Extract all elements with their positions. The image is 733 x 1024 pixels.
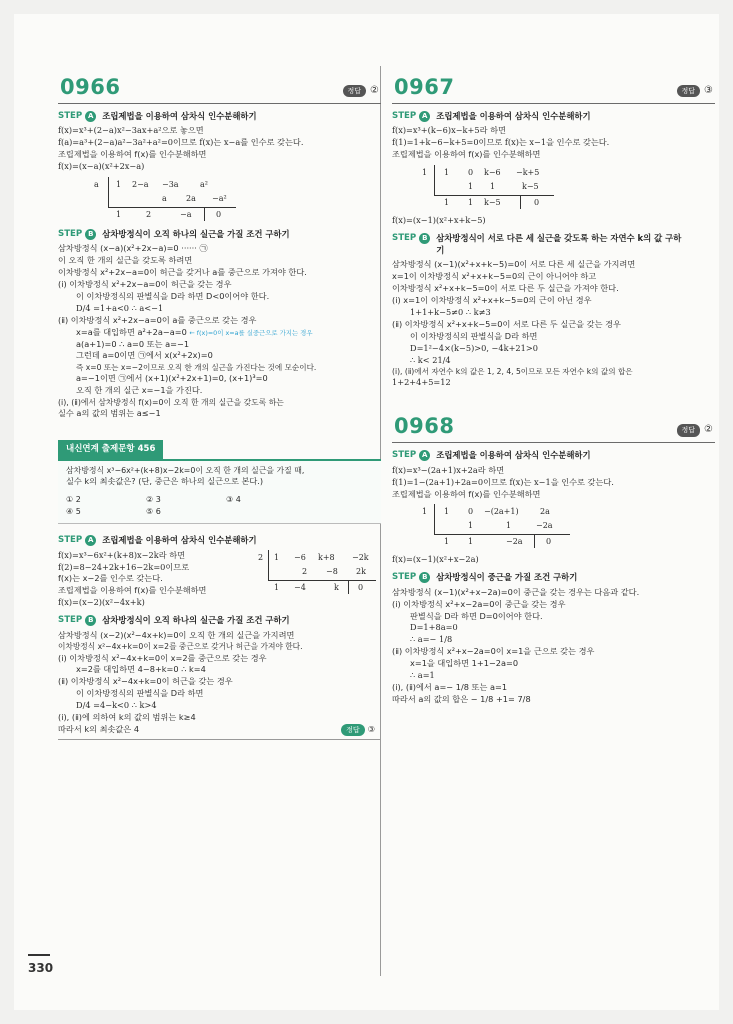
solution-line: 그런데 a=0이면 ㉠에서 x(x²+2x)=0 xyxy=(76,350,213,361)
answer-label: 정답 xyxy=(677,85,701,97)
synth-cell: 1 xyxy=(116,180,122,190)
step-a-badge-icon: A xyxy=(419,450,430,461)
synthetic-division xyxy=(94,177,254,223)
synth-cell: 0 xyxy=(468,168,474,178)
choice-2[interactable]: ② 3 xyxy=(146,495,161,504)
linked-problem-box xyxy=(58,459,381,525)
step-a-heading xyxy=(392,449,715,461)
solution-line: (ⅰ) x=1이 이차방정식 x²+x+k−5=0의 근이 아닌 경우 xyxy=(392,295,592,306)
step-title: 조립제법을 이용하여 삼차식 인수분해하기 xyxy=(436,111,591,121)
step-label: STEP xyxy=(58,615,83,626)
step-a-heading xyxy=(58,110,381,122)
synth-cell: 1 xyxy=(468,198,474,208)
answer-choices xyxy=(66,494,373,517)
answer-value: ③ xyxy=(367,724,375,735)
synth-cell: 2k xyxy=(356,566,366,576)
margin-note: ← f(x)=0이 x=a를 실중근으로 가지는 경우 xyxy=(189,328,313,337)
step-label: STEP xyxy=(58,229,83,240)
step-label: STEP xyxy=(58,535,83,546)
answer-label: 정답 xyxy=(677,424,701,436)
synth-cell: −a² xyxy=(212,194,227,204)
step-b-badge-icon: B xyxy=(419,572,430,583)
step-b-badge-icon: B xyxy=(85,229,96,240)
solution-text: x=a를 대입하면 a²+2a−a=0 xyxy=(76,326,187,337)
solution-text: 따라서 k의 최솟값은 4 xyxy=(58,723,140,734)
synth-divisor: 2 xyxy=(258,552,264,562)
step-title: 삼차방정식이 중근을 가질 조건 구하기 xyxy=(436,572,578,583)
step-a-badge-icon: A xyxy=(85,535,96,546)
solution-line: 조립제법을 이용하여 f(x)를 인수분해하면 xyxy=(392,149,541,160)
solution-line: (ⅰ) 이차방정식 x²+x−2a=0이 중근을 갖는 경우 xyxy=(392,598,566,609)
choice-1[interactable]: ① 2 xyxy=(66,495,81,504)
synth-remainder: 0 xyxy=(216,210,222,220)
synth-cell: 1 xyxy=(274,552,280,562)
solution-line: f(x)=x³−6x²+(k+8)x−2k라 하면 xyxy=(58,549,186,560)
synth-cell: 1 xyxy=(468,182,474,192)
solution-line: f(x)=x³−(2a+1)x+2a라 하면 xyxy=(392,464,505,475)
synth-cell: −6 xyxy=(294,552,306,562)
problem-number: 0967 xyxy=(394,75,455,99)
solution-line: 1+2+4+5=12 xyxy=(392,377,451,388)
solution-line: 이차방정식 x²+x+k−5=0이 서로 다른 두 실근을 가져야 한다. xyxy=(392,283,619,294)
solution-line: f(2)=8−24+2k+16−2k=0이므로 xyxy=(58,561,190,572)
synth-cell: 1 xyxy=(116,210,122,220)
solution-line: 즉 x=0 또는 x=−2이므로 오직 한 개의 실근을 가진다는 것에 모순이다. xyxy=(76,363,317,373)
step-label: STEP xyxy=(392,572,417,583)
synth-cell: 2 xyxy=(146,210,152,220)
synth-cell: −2a xyxy=(536,521,553,531)
step-a-badge-icon: A xyxy=(85,111,96,122)
solution-line: x=2를 대입하면 4−8+k=0 ∴ k=4 xyxy=(76,664,206,675)
synth-divisor: 1 xyxy=(422,507,428,517)
synth-cell: −2a xyxy=(506,537,523,547)
synth-cell: 1 xyxy=(490,182,496,192)
synth-cell: 1 xyxy=(506,521,512,531)
synth-cell: −3a xyxy=(162,180,179,190)
step-label: STEP xyxy=(58,111,83,121)
solution-line: 따라서 a의 값의 합은 − 1/8 +1= 7/8 xyxy=(392,693,531,704)
solution-line: 삼차방정식 (x−a)(x²+2x−a)=0 ······ ㉠ xyxy=(58,243,208,254)
synth-remainder: 0 xyxy=(358,582,364,592)
answer-label: 정답 xyxy=(341,724,365,736)
solution-line: D=1²−4×(k−5)>0, −4k+21>0 xyxy=(410,342,538,353)
solution-line: (ⅱ) 이차방정식 x²+x−2a=0이 x=1을 근으로 갖는 경우 xyxy=(392,646,595,657)
step-b-badge-icon: B xyxy=(419,233,430,244)
synth-cell: a² xyxy=(200,180,208,190)
synthetic-division xyxy=(422,504,572,550)
linked-tag-text: 내신연계 출제문항 xyxy=(66,444,135,455)
solution-line: f(a)=a³+(2−a)a²−3a²+a²=0이므로 f(x)는 x−a를 인수로 갖는다. xyxy=(58,137,304,148)
solution-line: f(x)=x³+(2−a)x²−3ax+a²으로 놓으면 xyxy=(58,125,204,136)
answer-box xyxy=(677,84,714,99)
solution-line: a(a+1)=0 ∴ a=0 또는 a=−1 xyxy=(76,338,190,349)
solution-line: 실수 a의 값의 범위는 a≤−1 xyxy=(58,408,161,419)
solution-line: x=1이 이차방정식 x²+x+k−5=0의 근이 아니어야 하고 xyxy=(392,271,597,282)
choice-5[interactable]: ⑤ 6 xyxy=(146,506,161,516)
step-title: 삼차방정식이 오직 하나의 실근을 가질 조건 구하기 xyxy=(102,615,290,626)
step-title: 조립제법을 이용하여 삼차식 인수분해하기 xyxy=(102,535,257,546)
solution-line: (ⅱ) 이차방정식 x²+x+k−5=0이 서로 다른 두 실근을 갖는 경우 xyxy=(392,318,621,329)
step-a-heading xyxy=(392,110,715,122)
solution-line xyxy=(58,724,381,736)
synth-cell: −8 xyxy=(326,566,338,576)
solution-line: f(x)=(x−2)(x²−4x+k) xyxy=(58,597,145,608)
problem-0966-header xyxy=(58,70,381,104)
solution-line: (ⅰ) 이차방정식 x²−4x+k=0이 x=2를 중근으로 갖는 경우 xyxy=(58,652,267,663)
synth-cell: a xyxy=(162,194,167,204)
step-label: STEP xyxy=(392,450,417,461)
step-label: STEP xyxy=(392,111,417,121)
answer-value: ③ xyxy=(704,85,713,96)
page-number-bar xyxy=(28,954,50,956)
step-a-heading xyxy=(58,534,381,546)
synth-cell: 0 xyxy=(468,507,474,517)
solution-line: (ⅱ) 이차방정식 x²−4x+k=0이 허근을 갖는 경우 xyxy=(58,676,233,687)
solution-line: 이차방정식 x²−4x+k=0이 x=2를 중근으로 갖거나 허근을 가져야 한다. xyxy=(58,642,303,652)
solution-line: 조립제법을 이용하여 f(x)를 인수분해하면 xyxy=(58,149,207,160)
synth-cell: k+8 xyxy=(318,552,335,562)
solution-line: f(1)=1+k−6−k+5=0이므로 f(x)는 x−1을 인수로 갖는다. xyxy=(392,137,610,148)
solution-line: f(x)=(x−1)(x²+x+k−5) xyxy=(392,215,486,226)
answer-box xyxy=(343,84,380,99)
solution-line: D/4 =1+a<0 ∴ a<−1 xyxy=(76,302,164,313)
synth-divisor: 1 xyxy=(422,168,428,178)
synth-cell: 2 xyxy=(302,566,308,576)
step-label: STEP xyxy=(392,233,417,244)
solution-line: D/4 =4−k<0 ∴ k>4 xyxy=(76,700,157,711)
synth-cell: 2a xyxy=(540,507,550,517)
solution-line: 삼차방정식 (x−1)(x²+x−2a)=0이 중근을 갖는 경우는 다음과 같다. xyxy=(392,586,640,597)
answer-value: ② xyxy=(370,85,379,96)
solution-line: 오직 한 개의 실근 x=−1을 가진다. xyxy=(76,385,203,396)
synth-cell: 1 xyxy=(444,537,450,547)
synth-cell: −2k xyxy=(352,552,369,562)
solution-line: (ⅰ), (ⅱ)에서 삼차방정식 f(x)=0이 오직 한 개의 실근을 갖도록 하는 xyxy=(58,398,284,408)
solution-line: 이차방정식 x²+2x−a=0이 허근을 갖거나 a를 중근으로 가져야 한다. xyxy=(58,267,307,278)
solution-line: 판별식을 D라 하면 D=0이어야 한다. xyxy=(410,610,543,621)
synth-cell: 1 xyxy=(444,198,450,208)
step-a-badge-icon: A xyxy=(419,111,430,122)
linked-problem-number: 456 xyxy=(137,444,156,455)
right-column xyxy=(392,70,715,706)
synth-divisor: a xyxy=(94,180,99,190)
solution-line: f(x)=(x−1)(x²+x−2a) xyxy=(392,554,479,565)
step-title: 삼차방정식이 서로 다른 세 실근을 갖도록 하는 자연수 k의 값 구하기 xyxy=(436,233,682,256)
problem-0967-header xyxy=(392,70,715,104)
solution-line: f(1)=1−(2a+1)+2a=0이므로 f(x)는 x−1을 인수로 갖는다. xyxy=(392,476,614,487)
linked-problem-header xyxy=(58,440,381,458)
solution-line: f(x)는 x−2를 인수로 갖는다. xyxy=(58,573,163,584)
synth-cell: k xyxy=(334,582,339,592)
solution-line: ∴ a=− 1/8 xyxy=(410,634,453,645)
solution-line: a=−1이면 ㉠에서 (x+1)(x²+2x+1)=0, (x+1)³=0 xyxy=(76,373,268,384)
synth-remainder: 0 xyxy=(534,198,540,208)
solution-line: (ⅰ), (ⅱ)에 의하여 k의 값의 범위는 k≥4 xyxy=(58,712,196,723)
solution-line: (ⅰ) 이차방정식 x²+2x−a=0이 허근을 갖는 경우 xyxy=(58,279,232,290)
question-line: 실수 k의 최솟값은? (단, 중근은 하나의 실근으로 본다.) xyxy=(66,476,264,487)
solution-line: 삼차방정식 (x−2)(x²−4x+k)=0이 오직 한 개의 실근을 가지려면 xyxy=(58,629,295,640)
solution-line xyxy=(58,327,381,339)
solution-line: 삼차방정식 (x−1)(x²+x+k−5)=0이 서로 다른 세 실근을 가지려면 xyxy=(392,259,636,270)
question-line: 삼차방정식 x³−6x²+(k+8)x−2k=0이 오직 한 개의 실근을 가질 때, xyxy=(66,465,305,475)
page-number: 330 xyxy=(28,961,54,975)
solution-line: 이 이차방정식의 판별식을 D라 하면 xyxy=(76,688,204,699)
linked-answer-box xyxy=(341,724,375,736)
answer-value: ② xyxy=(704,424,713,436)
problem-0968-header xyxy=(392,409,715,443)
step-title: 삼차방정식이 오직 하나의 실근을 가질 조건 구하기 xyxy=(102,229,290,240)
synthetic-division xyxy=(422,165,562,211)
synth-cell: 2−a xyxy=(132,180,149,190)
answer-label: 정답 xyxy=(343,85,367,97)
solution-line: 조립제법을 이용하여 f(x)를 인수분해하면 xyxy=(392,488,541,499)
step-title: 조립제법을 이용하여 삼차식 인수분해하기 xyxy=(436,450,591,461)
synth-cell: k−5 xyxy=(522,182,539,192)
synthetic-division xyxy=(258,550,378,596)
solution-line: 이 이차방정식의 판별식을 D라 하면 D<0이어야 한다. xyxy=(76,291,270,302)
synth-cell: 1 xyxy=(444,507,450,517)
solution-line: (ⅰ), (ⅱ)에서 자연수 k의 값은 1, 2, 4, 5이므로 모든 자연수 k의 값의 합은 xyxy=(392,367,633,377)
solution-line: 조립제법을 이용하여 f(x)를 인수분해하면 xyxy=(58,585,207,596)
solution-line: D=1+8a=0 xyxy=(410,622,458,633)
synth-cell: 1 xyxy=(468,521,474,531)
step-b-heading xyxy=(392,232,715,256)
synth-cell: k−6 xyxy=(484,168,501,178)
left-column xyxy=(58,70,381,740)
step-b-heading xyxy=(58,614,381,626)
problem-number: 0966 xyxy=(60,75,121,99)
linked-problem-tag xyxy=(58,440,163,458)
synth-cell: 1 xyxy=(468,537,474,547)
solution-line: (ⅱ) 이차방정식 x²+2x−a=0이 a를 중근으로 갖는 경우 xyxy=(58,314,257,325)
solution-line: 1+1+k−5≠0 ∴ k≠3 xyxy=(410,306,491,317)
synth-cell: −4 xyxy=(294,582,306,592)
synth-cell: −k+5 xyxy=(516,168,540,178)
choice-3[interactable]: ③ 4 xyxy=(226,495,241,504)
solution-line: 이 오직 한 개의 실근을 갖도록 하려면 xyxy=(58,255,193,266)
synth-cell: −a xyxy=(180,210,192,220)
solution-line: (ⅰ), (ⅱ)에서 a=− 1/8 또는 a=1 xyxy=(392,681,508,692)
synth-cell: −(2a+1) xyxy=(484,507,519,517)
step-b-badge-icon: B xyxy=(85,615,96,626)
synth-cell: 2a xyxy=(186,194,196,204)
solution-line: 이 이차방정식의 판별식을 D라 하면 xyxy=(410,330,538,341)
step-title: 조립제법을 이용하여 삼차식 인수분해하기 xyxy=(102,111,257,121)
solution-line: f(x)=x³+(k−6)x−k+5라 하면 xyxy=(392,125,506,136)
step-b-heading xyxy=(58,228,381,240)
choice-4[interactable]: ④ 5 xyxy=(66,506,81,516)
solution-line: f(x)=(x−a)(x²+2x−a) xyxy=(58,161,145,172)
textbook-page xyxy=(14,14,719,1010)
synth-cell: 1 xyxy=(444,168,450,178)
solution-line: ∴ k< 21/4 xyxy=(410,354,451,365)
synth-remainder: 0 xyxy=(546,537,552,547)
problem-number: 0968 xyxy=(394,414,455,439)
linked-problem xyxy=(58,440,381,739)
solution-line: ∴ a=1 xyxy=(410,670,435,680)
solution-line: x=1을 대입하면 1+1−2a=0 xyxy=(410,658,519,669)
synth-cell: k−5 xyxy=(484,198,501,208)
step-b-heading xyxy=(392,571,715,583)
synth-cell: 1 xyxy=(274,582,280,592)
answer-box xyxy=(677,423,714,438)
